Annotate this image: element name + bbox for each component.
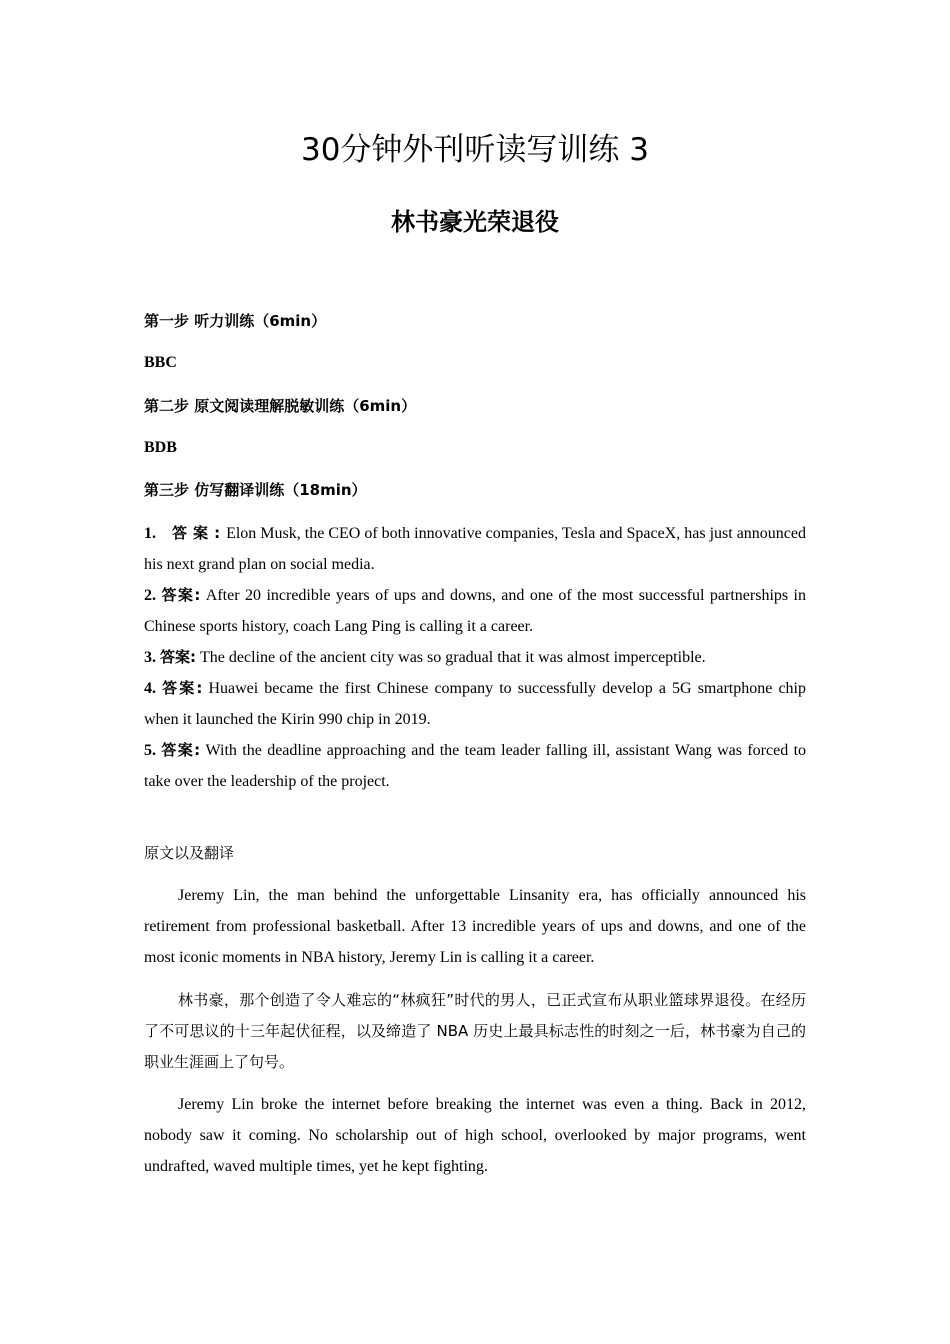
answer-label: 答案:	[160, 648, 196, 666]
answer-number: 3.	[144, 649, 156, 666]
answer-item	[144, 642, 806, 673]
step-1-heading	[144, 309, 806, 334]
answer-label: 答案:	[161, 741, 201, 759]
step-2-answer: BDB	[144, 439, 177, 456]
step-2-heading-text: 第二步 原文阅读理解脱敏训练（6min）	[144, 397, 417, 415]
answer-text: Huawei became the first Chinese company to successfully develop a 5G smartphone chip when it launched the Kirin 990 chip in 2019.	[144, 680, 806, 728]
step-3-heading	[144, 478, 806, 503]
paragraph-en-2: Jeremy Lin broke the internet before breaking the internet was even a thing. Back in 2012, nobody saw it coming. No scholarship out of high school, overlooked by major programs, went undrafted, waved multiple times, yet he kept fighting.	[144, 1096, 806, 1175]
answer-item	[144, 580, 806, 642]
step-1-answer: BBC	[144, 354, 177, 371]
paragraph-en-1: Jeremy Lin, the man behind the unforgettable Linsanity era, has officially announced his retirement from professional basketball. After 13 incredible years of ups and downs, and one of the most iconic moments in NBA history, Jeremy Lin is calling it a career.	[144, 887, 806, 966]
paragraph-cn-1-wrap	[144, 985, 806, 1078]
paragraph-en-1-wrap	[144, 880, 806, 973]
step-1-heading-text: 第一步 听力训练（6min）	[144, 312, 327, 330]
answer-label: 答案:	[162, 679, 203, 697]
answer-label: 答案:	[161, 586, 201, 604]
answer-label: 答案:	[172, 524, 227, 542]
answer-text: With the deadline approaching and the team leader falling ill, assistant Wang was forced to take over the leadership of the project.	[144, 742, 807, 790]
step-3-heading-text: 第三步 仿写翻译训练（18min）	[144, 481, 367, 499]
answer-item	[144, 518, 806, 580]
answer-number: 2.	[144, 587, 156, 604]
answer-text: The decline of the ancient city was so gradual that it was almost imperceptible.	[200, 649, 706, 666]
answer-item	[144, 735, 806, 797]
step-2-heading	[144, 394, 806, 419]
document-subtitle: 林书豪光荣退役	[391, 208, 559, 236]
answer-number: 4.	[144, 680, 156, 697]
answer-text: Elon Musk, the CEO of both innovative companies, Tesla and SpaceX, has just announced his next grand plan on social media.	[144, 525, 807, 573]
paragraph-en-2-wrap	[144, 1089, 806, 1182]
paragraph-cn-1: 林书豪，那个创造了令人难忘的“林疯狂”时代的男人，已正式宣布从职业篮球界退役。在经历了不可思议的十三年起伏征程，以及缔造了 NBA 历史上最具标志性的时刻之一后，林书豪为自己的职业生涯画上了句号。	[144, 991, 806, 1071]
answer-text: After 20 incredible years of ups and downs, and one of the most successful partnerships in Chinese sports history, coach Lang Ping is calling it a career.	[144, 587, 807, 635]
answer-list	[144, 518, 806, 797]
answer-number: 5.	[144, 742, 156, 759]
section-label: 原文以及翻译	[144, 844, 235, 862]
document-title: 30分钟外刊听读写训练 3	[300, 132, 650, 168]
answer-item	[144, 673, 806, 735]
answer-number: 1.	[144, 525, 156, 542]
